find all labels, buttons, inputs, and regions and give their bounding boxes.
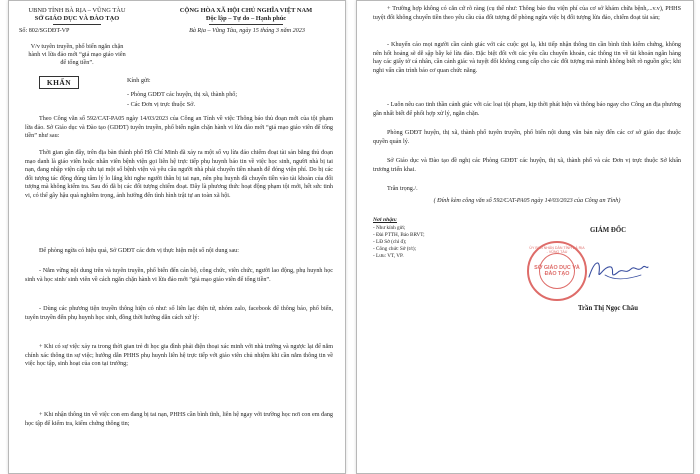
paragraph-2: Thời gian gần đây, trên địa bàn thành phố Hồ Chí Minh đã xảy ra một số vụ lừa đảo chiếm đoạt tài sản bằng thủ đoạn mạo danh là giáo viên hoặc nhân viên bệnh viện gọi liên hệ trực tiếp phụ huynh báo tin về việc học sinh, người nhà bị tai nạn, đang nhập viện cấp cứu tại một số bệnh viện và yêu cầu người nhà phải chuyển tiền nhanh để đóng viện phí. Do bị các đối tượng tác động đúng tâm lý lo lắng khi nghe người thân bị tai nạn, nên phụ huynh đã chuyển tiền vào tài khoản của đối tượng mà không kiểm tra. Sau đó đã bị các đối tượng chiếm đoạt. Đây là phương thức hoạt động phạm tội mới, hết sức tinh vi, có thể gây hậu quả nghiêm trọng, ảnh hưởng đến tình hình trật tự an toàn xã hội. [25,150,333,199]
agency-name: SỞ GIÁO DỤC VÀ ĐÀO TẠO [34,15,120,22]
recipients-item: - Như kính gửi; [373,225,406,231]
recipients-title: Nơi nhận: [373,217,397,223]
paragraph-9: - Khuyến cáo mọi người cần cảnh giác với các cuộc gọi lạ, khi tiếp nhận thông tin cần bình tĩnh kiểm chứng, không nên hốt hoảng sẽ dễ sập bẫy kẻ lừa đảo. Đặc biệt đối với các yêu cầu chuyển khoản, các thông tin về tài khoản ngân hàng hay các giấy tờ cá nhân, cần cảnh giác và tuyệt đối không cung cấp cho các đối tượng mà mình không biết rõ nguồn gốc; khi nghi vấn cần trình báo cơ quan chức năng. [373,42,681,74]
agency-parent: UBND TỈNH BÀ RỊA – VŨNG TÀU [28,7,126,14]
stamp-text: SỞ GIÁO DỤC VÀ ĐÀO TẠO [534,265,580,278]
recipients-intro: Kính gửi: [127,78,151,84]
urgency-badge: KHẨN [39,76,79,89]
paragraph-5: - Dùng các phương tiện truyền thông hiện có như: sổ liên lạc điện tử, nhóm zalo, facebook để thông báo, phổ biến, tuyên truyền đến phụ huynh học sinh, đồng thời hướng dẫn cách xử lý: [25,306,333,321]
place-date: Bà Rịa – Vũng Tàu, ngày 15 tháng 3 năm 2023 [189,28,305,34]
recipients-item: - LĐ Sở (chỉ đ); [373,239,407,245]
motto: Độc lập – Tự do – Hạnh phúc [205,15,287,22]
paragraph-3: Để phòng ngừa có hiệu quả, Sở GDĐT các đơn vị thực hiện một số nội dung sau: [39,248,239,254]
recipients-item: - Đài PTTH, Báo BRVT; [373,232,425,238]
attachment-note: ( Đính kèm công văn số 592/CAT-PA05 ngày 14/03/2023 của Công an Tỉnh) [433,198,621,204]
recipient-1: - Phòng GDĐT các huyện, thị xã, thành phố; [127,92,238,98]
stamp-ring-text: ỦY BAN NHÂN DÂN TỈNH BÀ RỊA - VŨNG TÀU [529,246,585,254]
paragraph-11: Phòng GDĐT huyện, thị xã, thành phố tuyên truyền, phổ biến nội dung văn bản này đến các cơ sở giáo dục thuộc quyền quản lý. [373,130,681,145]
paragraph-4: - Nắm vững nội dung trên và tuyên truyền, phổ biến đến cán bộ, công chức, viên chức, người lao động, phụ huynh học sinh và học sinh/ sinh viên về cách ngăn chặn hành vi lừa đảo mới “giả mạo giáo viên để tống tiền”. [25,268,333,283]
signer-name: Trần Thị Ngọc Châu [578,305,638,312]
motto-underline [209,24,283,25]
doc-number: Số: 802/SGDĐT-VP [19,28,70,34]
paragraph-8: + Trường hợp không có căn cứ rõ ràng (cụ thể như: Thông báo thu viện phí của cơ sở khám chữa bệnh,...v.v), PHHS tuyệt đối không chuyển tiền theo yêu cầu của đối tượng để phòng ngừa việc bị đối tượng lừa đảo, chiếm đoạt tài sản; [373,6,681,21]
country-name: CỘNG HÒA XÃ HỘI CHỦ NGHĨA VIỆT NAM [179,7,313,14]
paragraph-12: Sở Giáo dục và Đào tạo đề nghị các Phòng GDĐT các huyện, thị xã, thành phố và các Đơn vị trực thuộc Sở khẩn trương triển khai. [373,158,681,173]
closing: Trân trọng./. [387,186,418,192]
recipients-item: - Công chức Sở (t/t); [373,246,417,252]
recipient-2: - Các Đơn vị trực thuộc Sở. [127,102,195,108]
signer-title: GIÁM ĐỐC [589,227,627,234]
paragraph-6: + Khi có sự việc xảy ra trong thời gian trẻ đi học gia đình phải điện thoại xác minh với nhà trường và ngược lại để nắm chính xác thông tin sự việc; hướng dẫn PHHS phụ huynh liên hệ trực tiếp với giáo viên chủ nhiệm khi cần nắm thông tin về việc học tập, sinh hoạt của con tại trường; [25,344,333,368]
paragraph-1: Theo Công văn số 592/CAT-PA05 ngày 14/03/2023 của Công an Tỉnh về việc Thông báo thủ đoạn mới của tội phạm lừa đảo. Sở Giáo dục và Đào tạo (GDĐT) tuyên truyền, phổ biến ngăn chặn hành vi lừa đảo mới “giả mạo giáo viên để tống tiền” như sau: [25,116,333,140]
paragraph-10: - Luôn nêu cao tinh thần cảnh giác với các loại tội phạm, kịp thời phát hiện và thông báo ngay cho Công an địa phương gần nhất biết để phối hợp xử lý, ngăn chặn. [373,102,681,117]
document-page-2 [356,0,694,474]
agency-underline [53,24,101,25]
signature-icon [585,255,651,285]
recipients-item: - Lưu: VT, VP. [373,253,404,259]
official-stamp [527,241,587,301]
subject-line: V/v tuyên truyền, phổ biến ngăn chặn hành vi lừa đảo mới “giả mạo giáo viên để tống tiền”. [28,44,126,66]
paragraph-7: + Khi nhận thông tin về việc con em đang bị tai nạn, PHHS cần bình tĩnh, liên hệ ngay với trường học nơi con em đang học tập để kiểm tra, kiểm chứng thông tin; [25,412,333,427]
document-page-1 [8,0,346,474]
